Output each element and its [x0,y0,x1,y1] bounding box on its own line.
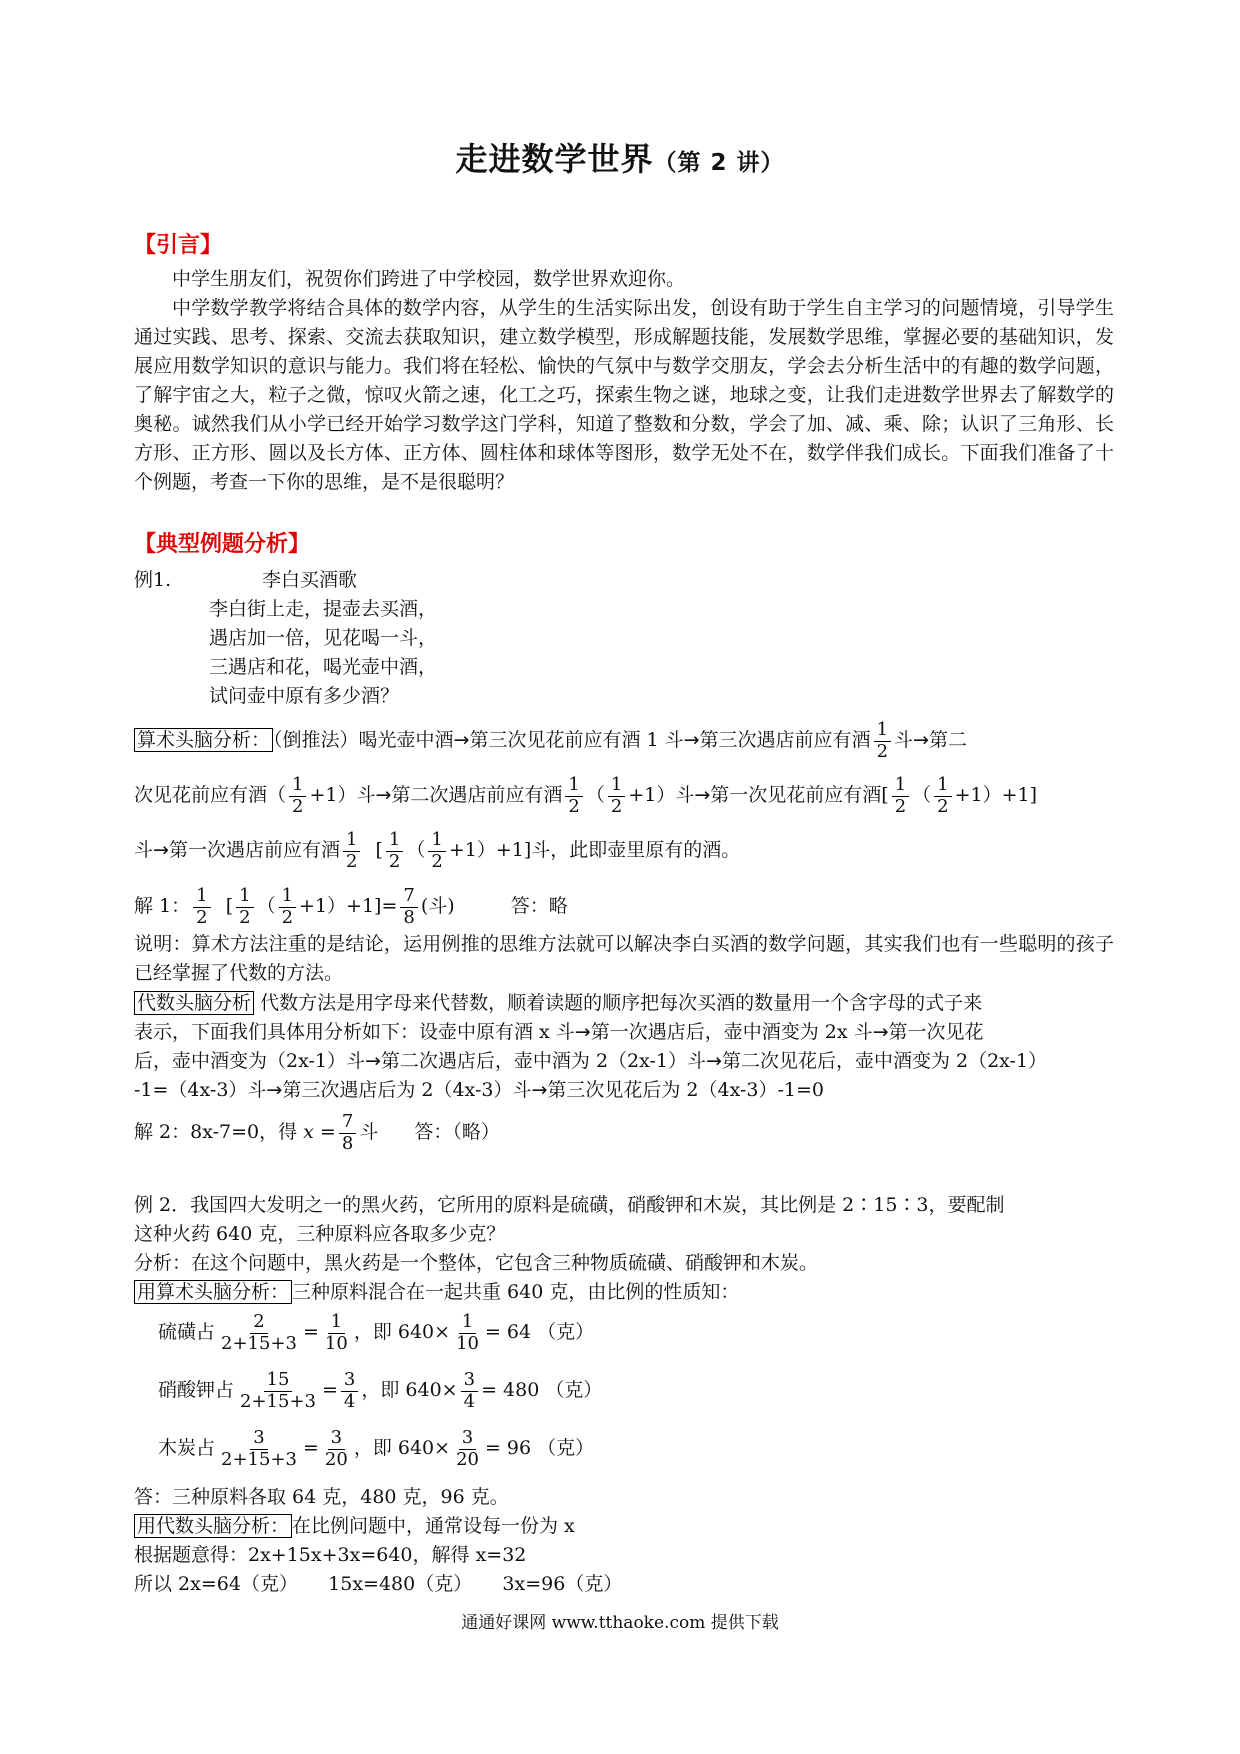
intro-paragraph-1: 中学生朋友们，祝贺你们跨进了中学校园，数学世界欢迎你。 [172,268,686,290]
fraction: $\frac{15}{2+15+3}$ [240,1369,316,1412]
ex1-alg-line-4: -1=（4x-3）斗→第三次遇店后为 2（4x-3）斗→第三次见花后为 2（4x-3）-1=0 [134,1079,824,1101]
arrow-icon: → [913,729,929,752]
page-title [0,134,1240,180]
fraction-half: $\frac{1}{2}$ [279,886,296,928]
ex1-arith-line-1: 算术头脑分析： （倒推法）喝光壶中酒→第三次见花前应有酒 1 斗→第三次遇店前应有酒 $\frac{1}{2}$ 斗→第二 [134,720,967,762]
arrow-icon: → [872,1021,889,1043]
ex1-alg-line-2: 表示，下面我们具体用分析如下：设壶中原有酒 x 斗→第一次遇店后，壶中酒变为 2x 斗→第一次见花 [134,1021,984,1043]
ex1-label: 例1. [134,569,172,591]
fraction-half: $\frac{1}{2}$ [193,886,210,928]
fraction-half: $\frac{1}{2}$ [874,720,891,762]
ex2-analysis: 分析：在这个问题中，黑火药是一个整体，它包含三种物质硫磺、硝酸钾和木炭。 [134,1252,819,1274]
fraction-half: $\frac{1}{2}$ [289,775,306,817]
fraction: $\frac{1}{10}$ [324,1311,348,1354]
arrow-icon: → [453,729,470,752]
ex2-alg-box: 用代数头脑分析： [134,1514,292,1538]
fraction: $\frac{3}{4}$ [461,1370,478,1412]
arrow-icon: → [531,1079,548,1101]
ex1-solution-1: 解 1： $\frac{1}{2}$ [ $\frac{1}{2}$ （ $\frac{1}{2}$ +1）+1]= $\frac{7}{8}$ (斗) 答：略 [134,885,568,928]
ex1-answer-1: 答：略 [510,895,568,918]
page-footer: 通通好课网 www.tthaoke.com 提供下载 [461,1613,779,1633]
ex1-poem-title: 李白买酒歌 [262,569,358,591]
fraction: $\frac{2}{2+15+3}$ [221,1311,297,1354]
ex1-poem-line-4: 试问壶中原有多少酒？ [209,685,400,707]
fraction: $\frac{3}{4}$ [341,1370,358,1412]
arrow-icon: → [706,1050,722,1072]
ex2-alg-line-1: 用代数头脑分析： 在比例问题中，通常设每一份为 x [134,1511,575,1538]
fraction: $\frac{1}{10}$ [456,1311,479,1354]
arrow-icon: → [364,1050,381,1072]
ex2-row-saltpeter: 硝酸钾占 $\frac{15}{2+15+3}$ = $\frac{3}{4}$ ，即 640× $\frac{3}{4}$ = 480 （克） [158,1369,603,1412]
arrow-icon: → [574,1021,591,1043]
intro-heading: 【引言】 [134,233,223,258]
arrow-icon: → [694,784,711,807]
fraction-half: $\frac{1}{2}$ [343,830,360,872]
ex1-alg-box: 代数头脑分析 [134,991,254,1015]
fraction-half: $\frac{1}{2}$ [934,775,951,817]
fraction-seven-eighths: $\frac{7}{8}$ [400,886,417,928]
examples-heading: 【典型例题分析】 [134,532,311,557]
ex1-answer-2: 答：（略） [414,1121,500,1144]
ex1-arith-line-3: 斗→第一次遇店前应有酒 $\frac{1}{2}$ [ $\frac{1}{2}$ （ $\frac{1}{2}$ +1）+1]斗，此即壶里原有的酒。 [134,829,741,872]
ex1-poem-line-3: 三遇店和花，喝光壶中酒， [209,656,438,678]
fraction-half: $\frac{1}{2}$ [892,775,909,817]
fraction-half: $\frac{1}{2}$ [428,830,445,872]
ex2-row-sulfur: 硫磺占 $\frac{2}{2+15+3}$ = $\frac{1}{10}$ ，即 640× $\frac{1}{10}$ = 64 （克） [158,1311,595,1354]
fraction-half: $\frac{1}{2}$ [386,830,403,872]
arrow-icon: → [266,1079,283,1101]
ex1-poem-line-1: 李白街上走，提壶去买酒， [209,598,438,620]
intro-paragraph-2: 中学数学教学将结合具体的数学内容，从学生的生活实际出发，创设有助于学生自主学习的问题情境，引导学生通过实践、思考、探索、交流去获取知识，建立数学模型，形成解题技能，发展数学思维，掌握必要的基础知识，发展应用数学知识的意识与能力。我们将在轻松、愉快的气氛中与数学交朋友，学会去分析生活中的有趣的数学问题，了解宇宙之大，粒子之微，惊叹火箭之速，化工之巧，探索生物之谜，地球之变，让我们走进数学世界去了解数学的奥秘。诚然我们从小学已经开始学习数学这门学科，知道了整数和分数，学会了加、减、乘、除；认识了三角形、长方形、正方形、圆以及长方体、正方体、圆柱体和球体等图形，数学无处不在，数学伴我们成长。下面我们准备了十个例题，考查一下你的思维，是不是很聪明？ [134,297,1114,493]
ex1-arith-line-2: 次见花前应有酒（ $\frac{1}{2}$ +1）斗→第二次遇店前应有酒 $\frac{1}{2}$ （ $\frac{1}{2}$ +1）斗→第一次见花前应有酒[ $\frac{1}{2}$ （ $\frac{1}{2}$ +1）+1] [134,774,1038,817]
ex1-arith-box: 算术头脑分析： [134,728,273,752]
ex1-note: 说明：算术方法注重的是结论，运用例推的思维方法就可以解决李白买酒的数学问题，其实我们也有一些聪明的孩子已经掌握了代数的方法。 [134,933,1114,984]
fraction-seven-eighths: $\frac{7}{8}$ [339,1112,356,1154]
ex1-solution-2: 解 2：8x-7=0，得 x = $\frac{7}{8}$ 斗 答：（略） [134,1111,500,1154]
ex2-arith-box: 用算术头脑分析： [134,1280,292,1304]
ex2-row-charcoal: 木炭占 $\frac{3}{2+15+3}$ = $\frac{3}{20}$ ，即 640× $\frac{3}{20}$ = 96 （克） [158,1427,595,1470]
ex1-alg-line-1: 代数头脑分析 代数方法是用字母来代替数，顺着读题的顺序把每次买酒的数量用一个含字母的式子来 [134,988,982,1015]
ex2-answer: 答：三种原料各取 64 克，480 克，96 克。 [134,1486,509,1508]
title-lecture: （第 2 讲） [653,150,785,176]
ex1-poem-line-2: 遇店加一倍，见花喝一斗， [209,627,438,649]
arrow-icon: → [683,729,700,752]
fraction: $\frac{3}{20}$ [456,1427,479,1470]
fraction-half: $\frac{1}{2}$ [236,886,253,928]
fraction-half: $\frac{1}{2}$ [565,775,582,817]
ex2-arith-line: 用算术头脑分析： 三种原料混合在一起共重 640 克，由比例的性质知： [134,1277,739,1304]
ex1-alg-line-3: 后，壶中酒变为（2x-1）斗→第二次遇店后，壶中酒为 2（2x-1）斗→第二次见花后，壶中酒变为 2（2x-1） [134,1050,1048,1072]
title-main: 走进数学世界 [455,140,654,178]
fraction: $\frac{3}{20}$ [324,1427,348,1470]
arrow-icon: → [153,839,169,862]
ex2-alg-line-2: 根据题意得：2x+15x+3x=640，解得 x=32 [134,1544,527,1566]
fraction: $\frac{3}{2+15+3}$ [221,1427,297,1470]
ex2-question-line-1: 例 2．我国四大发明之一的黑火药，它所用的原料是硫磺，硝酸钾和木炭，其比例是 2∶15∶3，要配制 [134,1194,1005,1216]
ex2-alg-line-3: 所以 2x=64（克） 15x=480（克） 3x=96（克） [134,1573,623,1595]
fraction-half: $\frac{1}{2}$ [608,775,625,817]
arrow-icon: → [375,784,392,807]
ex2-question-line-2: 这种火药 640 克，三种原料应各取多少克？ [134,1223,506,1245]
